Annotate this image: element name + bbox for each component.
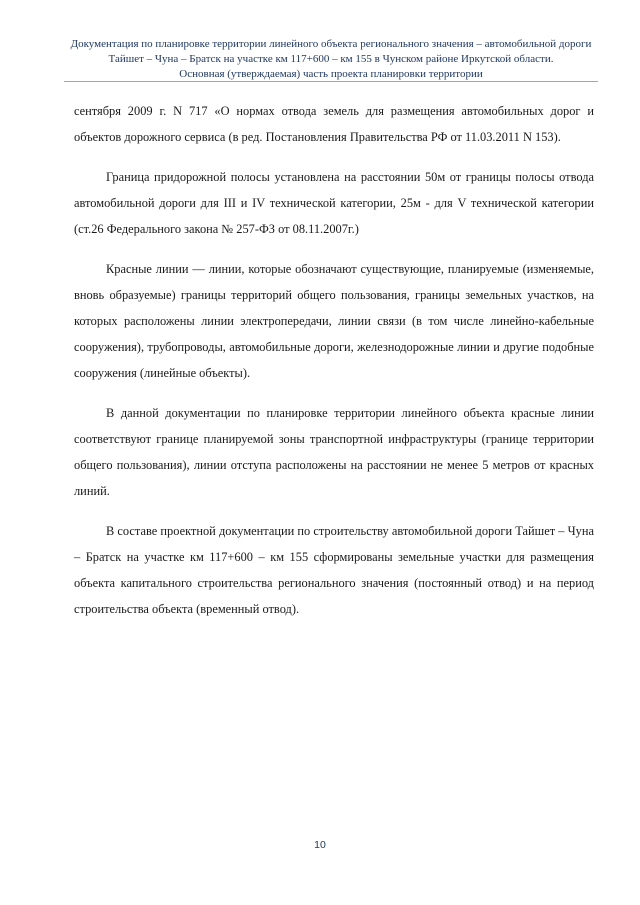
paragraph-land-plots: В составе проектной документации по строительству автомобильной дороги Тайшет – Чуна – Братск на участке км 117+600 – км 155 сформированы земельные участки для размещения объекта капитального строительства регионального значения (постоянный отвод) и на период строительства объекта (временный отвод). bbox=[74, 524, 594, 616]
header-line-1: Документация по планировке территории линейного объекта регионального значения – автомобильной дороги bbox=[70, 38, 592, 50]
header-line-3: Основная (утверждаемая) часть проекта планировки территории bbox=[179, 68, 483, 80]
header-line-2: Тайшет – Чуна – Братск на участке км 117+600 – км 155 в Чунском районе Иркутской области. bbox=[108, 53, 554, 65]
header-divider bbox=[64, 81, 598, 82]
document-body bbox=[74, 98, 594, 636]
paragraph-roadside-strip: Граница придорожной полосы установлена на расстоянии 50м от границы полосы отвода автомобильной дороги для III и IV технической категории, 25м - для V технической категории (ст.26 Федерального закона № 257-ФЗ от 08.11.2007г.) bbox=[74, 170, 594, 236]
paragraph-red-lines: Красные линии — линии, которые обозначают существующие, планируемые (изменяемые, вновь образуемые) границы территорий общего пользования, границы земельных участков, на которых расположены линии электропередачи, линии связи (в том числе линейно-кабельные сооружения), трубопроводы, автомобильные дороги, железнодорожные линии и другие подобные сооружения (линейные объекты). bbox=[74, 262, 594, 380]
page-number: 10 bbox=[314, 839, 326, 851]
running-header bbox=[66, 37, 596, 82]
paragraph-documentation-red-lines: В данной документации по планировке территории линейного объекта красные линии соответствуют границе планируемой зоны транспортной инфраструктуры (границе территории общего пользования), линии отступа расположены на расстоянии не менее 5 метров от красных линий. bbox=[74, 406, 594, 498]
paragraph-continuation: сентября 2009 г. N 717 «О нормах отвода земель для размещения автомобильных дорог и объектов дорожного сервиса (в ред. Постановления Правительства РФ от 11.03.2011 N 153). bbox=[74, 104, 594, 144]
